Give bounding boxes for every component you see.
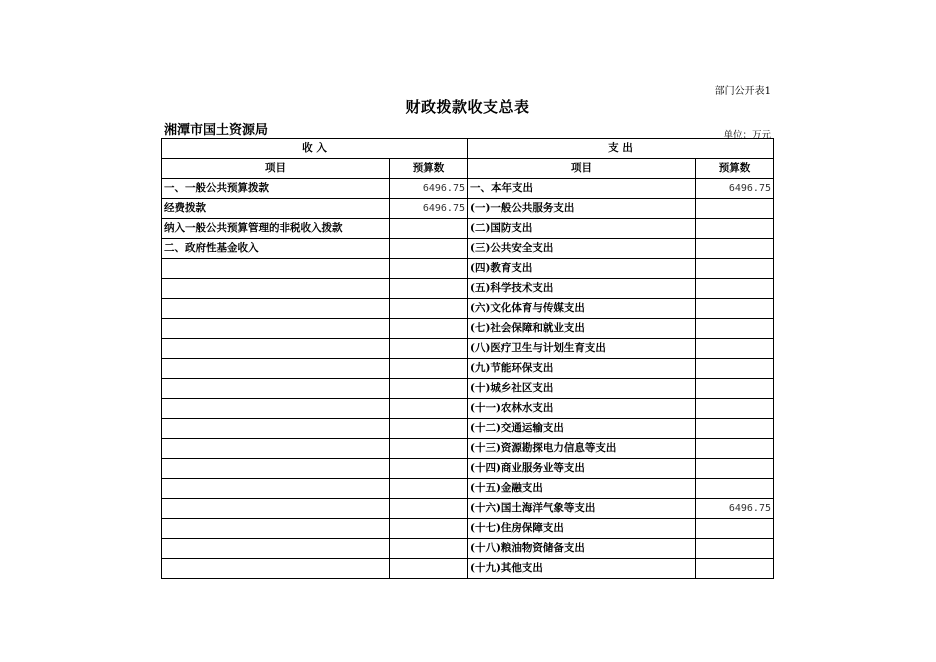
- income-item-cell: [162, 279, 390, 299]
- income-budget-cell: [390, 559, 468, 579]
- income-item-cell: [162, 259, 390, 279]
- income-budget-cell: [390, 299, 468, 319]
- expense-budget-header: 预算数: [696, 159, 774, 179]
- page-title: 财政拨款收支总表: [405, 98, 530, 116]
- income-header: 收 入: [162, 139, 468, 159]
- expense-item-cell: (十九)其他支出: [468, 559, 696, 579]
- header-row-sections: [162, 139, 774, 159]
- income-budget-cell: [390, 519, 468, 539]
- income-budget-cell: [390, 279, 468, 299]
- expense-item-cell: (六)文化体育与传媒支出: [468, 299, 696, 319]
- expense-budget-cell: [696, 339, 774, 359]
- expense-item-cell: (十八)粮油物资储备支出: [468, 539, 696, 559]
- income-item-cell: 二、政府性基金收入: [162, 239, 390, 259]
- expense-item-cell: (十一)农林水支出: [468, 399, 696, 419]
- income-budget-cell: [390, 319, 468, 339]
- income-item-cell: [162, 419, 390, 439]
- income-item-cell: [162, 439, 390, 459]
- income-budget-header: 预算数: [390, 159, 468, 179]
- expense-budget-cell: [696, 479, 774, 499]
- income-budget-cell: [390, 459, 468, 479]
- income-budget-cell: [390, 239, 468, 259]
- income-budget-cell: [390, 539, 468, 559]
- table-row: [162, 499, 774, 519]
- income-item-cell: [162, 359, 390, 379]
- expense-item-cell: (八)医疗卫生与计划生育支出: [468, 339, 696, 359]
- expense-item-cell: (九)节能环保支出: [468, 359, 696, 379]
- table-row: [162, 539, 774, 559]
- expense-budget-cell: [696, 239, 774, 259]
- table-row: [162, 239, 774, 259]
- expense-budget-cell: [696, 439, 774, 459]
- income-budget-cell: [390, 259, 468, 279]
- income-item-cell: [162, 399, 390, 419]
- expense-budget-cell: [696, 539, 774, 559]
- expense-item-cell: (十五)金融支出: [468, 479, 696, 499]
- expense-budget-cell: [696, 379, 774, 399]
- header-row-columns: [162, 159, 774, 179]
- income-item-cell: [162, 459, 390, 479]
- expense-item-cell: (十三)资源勘探电力信息等支出: [468, 439, 696, 459]
- expense-item-cell: (三)公共安全支出: [468, 239, 696, 259]
- expense-budget-cell: [696, 299, 774, 319]
- unit-label: 单位：万元: [723, 130, 771, 141]
- table-row: [162, 179, 774, 199]
- income-budget-cell: [390, 419, 468, 439]
- income-item-cell: [162, 379, 390, 399]
- expense-budget-cell: 6496.75: [696, 179, 774, 199]
- expense-item-header: 项目: [468, 159, 696, 179]
- expense-budget-cell: [696, 359, 774, 379]
- income-budget-cell: 6496.75: [390, 179, 468, 199]
- expense-budget-cell: [696, 399, 774, 419]
- expense-item-cell: (五)科学技术支出: [468, 279, 696, 299]
- income-item-cell: [162, 299, 390, 319]
- income-item-cell: [162, 559, 390, 579]
- expense-item-cell: (四)教育支出: [468, 259, 696, 279]
- income-item-cell: [162, 539, 390, 559]
- table-row: [162, 339, 774, 359]
- income-item-cell: [162, 339, 390, 359]
- table-row: [162, 559, 774, 579]
- expense-budget-cell: [696, 519, 774, 539]
- income-item-cell: [162, 479, 390, 499]
- expense-budget-cell: 6496.75: [696, 499, 774, 519]
- expense-item-cell: (一)一般公共服务支出: [468, 199, 696, 219]
- table-row: [162, 419, 774, 439]
- income-budget-cell: [390, 439, 468, 459]
- income-item-cell: 纳入一般公共预算管理的非税收入拨款: [162, 219, 390, 239]
- table-row: [162, 259, 774, 279]
- expense-item-cell: (十六)国土海洋气象等支出: [468, 499, 696, 519]
- table-row: [162, 319, 774, 339]
- table-row: [162, 459, 774, 479]
- table-row: [162, 439, 774, 459]
- income-item-cell: [162, 319, 390, 339]
- department-name: 湘潭市国土资源局: [164, 123, 269, 138]
- expense-item-cell: (十四)商业服务业等支出: [468, 459, 696, 479]
- table-row: [162, 279, 774, 299]
- income-budget-cell: [390, 479, 468, 499]
- table-row: [162, 379, 774, 399]
- income-budget-cell: [390, 339, 468, 359]
- expense-item-cell: (二)国防支出: [468, 219, 696, 239]
- table-row: [162, 359, 774, 379]
- table-row: [162, 219, 774, 239]
- table-row: [162, 299, 774, 319]
- income-budget-cell: [390, 359, 468, 379]
- expense-budget-cell: [696, 199, 774, 219]
- table-row: [162, 479, 774, 499]
- income-budget-cell: [390, 379, 468, 399]
- expense-budget-cell: [696, 419, 774, 439]
- budget-table: [161, 138, 774, 579]
- form-number: 部门公开表1: [714, 86, 771, 97]
- expense-item-cell: (十七)住房保障支出: [468, 519, 696, 539]
- income-budget-cell: [390, 399, 468, 419]
- expense-item-cell: (十)城乡社区支出: [468, 379, 696, 399]
- income-budget-cell: [390, 219, 468, 239]
- income-budget-cell: [390, 499, 468, 519]
- expense-budget-cell: [696, 259, 774, 279]
- income-item-header: 项目: [162, 159, 390, 179]
- income-item-cell: [162, 519, 390, 539]
- expense-budget-cell: [696, 319, 774, 339]
- expense-item-cell: (七)社会保障和就业支出: [468, 319, 696, 339]
- income-item-cell: 一、一般公共预算拨款: [162, 179, 390, 199]
- income-budget-cell: 6496.75: [390, 199, 468, 219]
- table-row: [162, 199, 774, 219]
- expense-item-cell: (十二)交通运输支出: [468, 419, 696, 439]
- table-row: [162, 399, 774, 419]
- table-row: [162, 519, 774, 539]
- income-item-cell: [162, 499, 390, 519]
- expense-item-cell: 一、本年支出: [468, 179, 696, 199]
- expense-budget-cell: [696, 279, 774, 299]
- expense-budget-cell: [696, 459, 774, 479]
- income-item-cell: 经费拨款: [162, 199, 390, 219]
- expense-header: 支 出: [468, 139, 774, 159]
- expense-budget-cell: [696, 559, 774, 579]
- expense-budget-cell: [696, 219, 774, 239]
